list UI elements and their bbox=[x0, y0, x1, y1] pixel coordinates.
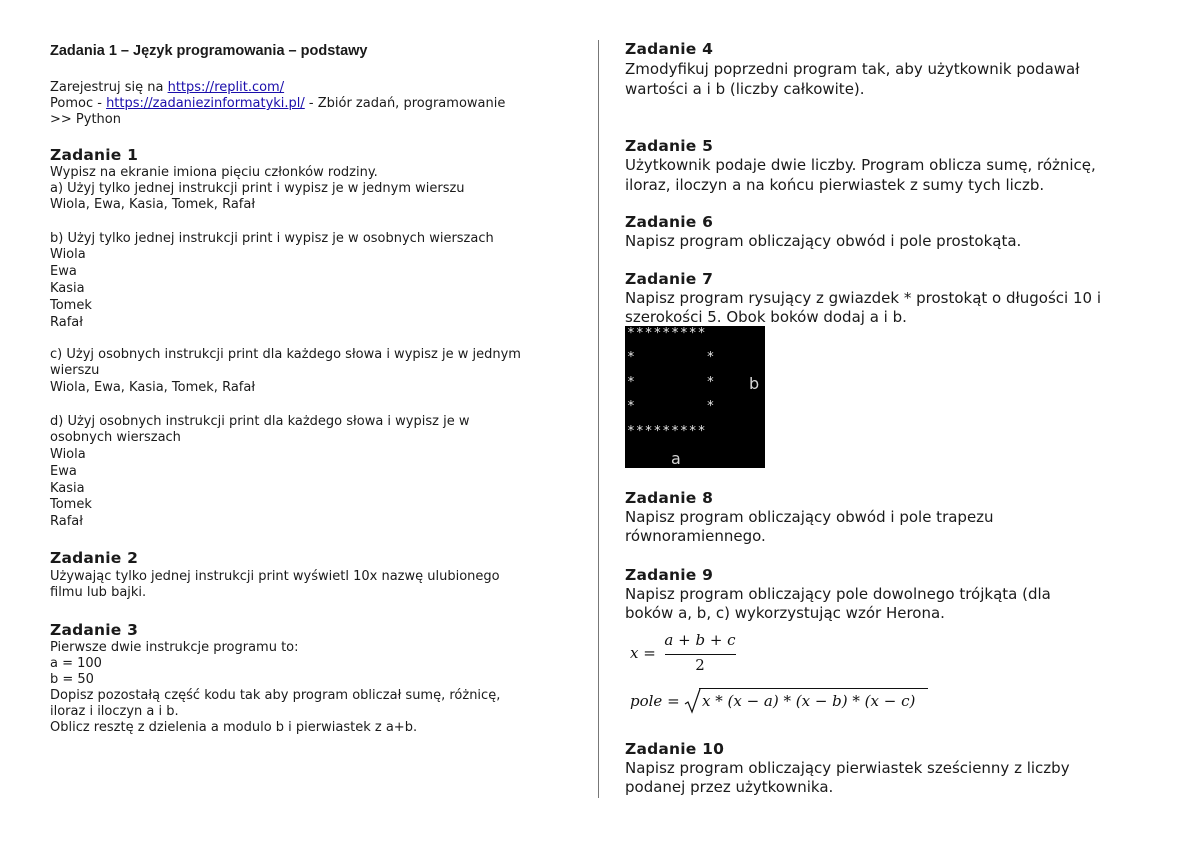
task-6-heading: Zadanie 6 bbox=[625, 213, 714, 231]
task-1b-name: Rafał bbox=[50, 315, 83, 330]
console-row: ********* bbox=[627, 424, 707, 439]
task-9-text: Napisz program obliczający pole dowolnego trójkąta (dla bbox=[625, 585, 1051, 603]
zadaniezinformatyki-link[interactable]: https://zadaniezinformatyki.pl/ bbox=[106, 96, 305, 111]
task-1d-text-2: osobnych wierszach bbox=[50, 430, 181, 445]
console-output-image bbox=[625, 326, 765, 468]
task-7-text-2: szerokości 5. Obok boków dodaj a i b. bbox=[625, 308, 907, 326]
task-7-heading: Zadanie 7 bbox=[625, 270, 714, 288]
formula-x-numerator: a + b + c bbox=[664, 631, 736, 649]
task-2-text: Używając tylko jednej instrukcji print wyświetl 10x nazwę ulubionego bbox=[50, 569, 500, 584]
task-2-text-2: filmu lub bajki. bbox=[50, 585, 147, 600]
task-1b-name: Kasia bbox=[50, 281, 85, 296]
formula-pole-radicand: x * (x − a) * (x − b) * (x − c) bbox=[702, 692, 916, 710]
task-10-text: Napisz program obliczający pierwiastek sześcienny z liczby bbox=[625, 759, 1070, 777]
console-row: ********* bbox=[627, 326, 707, 341]
task-3-heading: Zadanie 3 bbox=[50, 621, 139, 639]
help-suffix: - Zbiór zadań, programowanie bbox=[304, 96, 506, 111]
task-8-text: Napisz program obliczający obwód i pole trapezu bbox=[625, 508, 994, 526]
task-4-text: Zmodyfikuj poprzedni program tak, aby użytkownik podawał bbox=[625, 60, 1080, 78]
register-line bbox=[50, 80, 284, 97]
task-9-text-2: boków a, b, c) wykorzystując wzór Herona. bbox=[625, 604, 945, 622]
task-3-code-a: a = 100 bbox=[50, 656, 102, 671]
task-5-text: Użytkownik podaje dwie liczby. Program oblicza sumę, różnicę, bbox=[625, 156, 1096, 174]
task-10-heading: Zadanie 10 bbox=[625, 740, 725, 758]
task-9-heading: Zadanie 9 bbox=[625, 566, 714, 584]
task-4-heading: Zadanie 4 bbox=[625, 40, 714, 58]
fraction-bar bbox=[665, 654, 736, 655]
task-1a-example: Wiola, Ewa, Kasia, Tomek, Rafał bbox=[50, 197, 256, 212]
task-1-heading: Zadanie 1 bbox=[50, 146, 139, 164]
task-1a-text: a) Użyj tylko jednej instrukcji print i wypisz je w jednym wierszu bbox=[50, 181, 465, 196]
task-1b-name: Tomek bbox=[50, 298, 92, 313]
task-2-heading: Zadanie 2 bbox=[50, 549, 139, 567]
task-1d-name: Tomek bbox=[50, 497, 92, 512]
task-4-text-2: wartości a i b (liczby całkowite). bbox=[625, 80, 865, 98]
task-3-text-4: Oblicz resztę z dzielenia a modulo b i pierwiastek z a+b. bbox=[50, 720, 418, 735]
task-3-code-b: b = 50 bbox=[50, 672, 94, 687]
task-1d-name: Rafał bbox=[50, 514, 83, 529]
console-row: * * bbox=[627, 375, 716, 390]
task-8-heading: Zadanie 8 bbox=[625, 489, 714, 507]
task-3-text-2: Dopisz pozostałą część kodu tak aby program obliczał sumę, różnicę, bbox=[50, 688, 501, 703]
replit-link[interactable]: https://replit.com/ bbox=[167, 80, 285, 95]
task-1c-example: Wiola, Ewa, Kasia, Tomek, Rafał bbox=[50, 380, 256, 395]
task-1c-text: c) Użyj osobnych instrukcji print dla każdego słowa i wypisz je w jednym bbox=[50, 347, 521, 362]
task-3-text: Pierwsze dwie instrukcje programu to: bbox=[50, 640, 299, 655]
console-label-a: a bbox=[671, 449, 681, 468]
task-1d-text: d) Użyj osobnych instrukcji print dla każdego słowa i wypisz je w bbox=[50, 414, 470, 429]
task-1d-name: Ewa bbox=[50, 464, 77, 479]
task-8-text-2: równoramiennego. bbox=[625, 527, 766, 545]
help-prefix: Pomoc - bbox=[50, 96, 107, 111]
task-5-heading: Zadanie 5 bbox=[625, 137, 714, 155]
console-row: * * bbox=[627, 399, 716, 414]
console-label-b: b bbox=[749, 374, 760, 393]
document-title: Zadania 1 – Język programowania – podstawy bbox=[50, 43, 368, 59]
square-root-icon bbox=[684, 688, 702, 714]
task-1c-text-2: wierszu bbox=[50, 363, 100, 378]
task-1d-name: Kasia bbox=[50, 481, 85, 496]
radical-bar bbox=[699, 688, 928, 689]
task-6-text: Napisz program obliczający obwód i pole prostokąta. bbox=[625, 232, 1022, 250]
task-1-text: Wypisz na ekranie imiona pięciu członków rodziny. bbox=[50, 165, 378, 180]
task-10-text-2: podanej przez użytkownika. bbox=[625, 778, 834, 796]
formula-x-denominator: 2 bbox=[695, 656, 705, 674]
formula-pole-lhs: pole = bbox=[630, 692, 680, 710]
register-prefix: Zarejestruj się na bbox=[50, 80, 168, 95]
console-row: * * bbox=[627, 350, 716, 365]
task-1d-name: Wiola bbox=[50, 447, 86, 462]
task-1b-name: Wiola bbox=[50, 247, 86, 262]
task-5-text-2: iloraz, iloczyn a na końcu pierwiastek z sumy tych liczb. bbox=[625, 176, 1045, 194]
help-line bbox=[50, 96, 505, 113]
task-3-text-3: iloraz i iloczyn a i b. bbox=[50, 704, 179, 719]
task-7-text: Napisz program rysujący z gwiazdek * prostokąt o długości 10 i bbox=[625, 289, 1102, 307]
formula-x-lhs: x = bbox=[630, 644, 656, 662]
column-divider bbox=[598, 40, 599, 798]
task-1b-text: b) Użyj tylko jednej instrukcji print i wypisz je w osobnych wierszach bbox=[50, 231, 494, 246]
task-1b-name: Ewa bbox=[50, 264, 77, 279]
help-line-2: >> Python bbox=[50, 112, 121, 127]
